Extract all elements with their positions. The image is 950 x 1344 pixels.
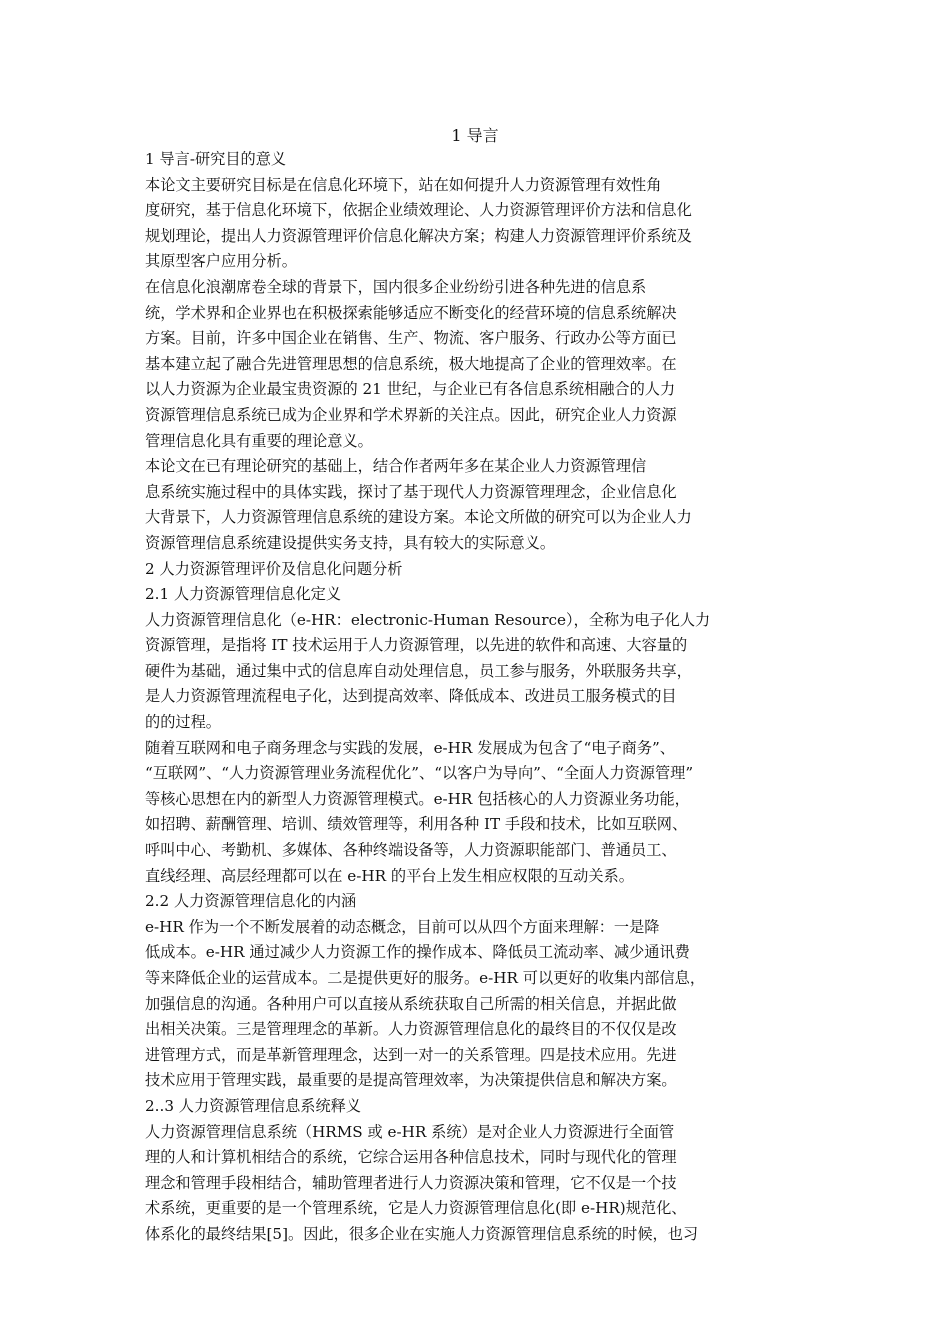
text-line: 硬件为基础，通过集中式的信息库自动处理信息，员工参与服务，外联服务共享，: [145, 661, 692, 680]
text-line: 息系统实施过程中的具体实践，探讨了基于现代人力资源管理理念，企业信息化: [145, 482, 677, 501]
text-line: 本论文在已有理论研究的基础上，结合作者两年多在某企业人力资源管理信: [145, 457, 647, 476]
text-line: 2.1 人力资源管理信息化定义: [145, 585, 342, 604]
text-line: 基本建立起了融合先进管理思想的信息系统，极大地提高了企业的管理效率。在: [145, 354, 677, 373]
text-line: 2.2 人力资源管理信息化的内涵: [145, 892, 357, 911]
text-line: 以人力资源为企业最宝贵资源的 21 世纪，与企业已有各信息系统相融合的人力: [145, 380, 676, 399]
text-line: 等核心思想在内的新型人力资源管理模式。e-HR 包括核心的人力资源业务功能，: [145, 789, 690, 808]
text-line: 度研究，基于信息化环境下，依据企业绩效理论、人力资源管理评价方法和信息化: [145, 201, 692, 220]
text-line: 人力资源管理信息化（e-HR：electronic-Human Resource），全称为电子化人力: [145, 610, 711, 629]
text-line: 进管理方式，而是革新管理理念，达到一对一的关系管理。四是技术应用。先进: [145, 1045, 677, 1064]
text-line: 加强信息的沟通。各种用户可以直接从系统获取自己所需的相关信息，并据此做: [145, 994, 677, 1013]
text-line: 低成本。e-HR 通过减少人力资源工作的操作成本、降低员工流动率、减少通讯费: [145, 943, 690, 962]
text-line: 大背景下，人力资源管理信息系统的建设方案。本论文所做的研究可以为企业人力: [145, 508, 692, 527]
text-line: 在信息化浪潮席卷全球的背景下，国内很多企业纷纷引进各种先进的信息系: [145, 277, 647, 296]
text-line: 方案。目前，许多中国企业在销售、生产、物流、客户服务、行政办公等方面已: [145, 329, 677, 348]
document-body: [145, 147, 825, 1248]
text-line: 体系化的最终结果[5]。因此，很多企业在实施人力资源管理信息系统的时候，也习: [145, 1224, 699, 1243]
text-line: 资源管理信息系统已成为企业界和学术界新的关注点。因此，研究企业人力资源: [145, 405, 677, 424]
text-line: 的的过程。: [145, 713, 221, 732]
document-title: 1 导言: [451, 126, 499, 145]
text-line: 术系统，更重要的是一个管理系统，它是人力资源管理信息化(即 e-HR)规范化、: [145, 1199, 687, 1218]
text-line: 资源管理信息系统建设提供实务支持，具有较大的实际意义。: [145, 533, 556, 552]
text-line: 理的人和计算机相结合的系统，它综合运用各种信息技术，同时与现代化的管理: [145, 1148, 677, 1167]
text-line: 直线经理、高层经理都可以在 e-HR 的平台上发生相应权限的互动关系。: [145, 866, 634, 885]
text-line: 其原型客户应用分析。: [145, 252, 297, 271]
text-line: 规划理论，提出人力资源管理评价信息化解决方案；构建人力资源管理评价系统及: [145, 226, 692, 245]
text-line: 1 导言-研究目的意义: [145, 150, 287, 168]
text-line: 如招聘、薪酬管理、培训、绩效管理等，利用各种 IT 手段和技术，比如互联网、: [145, 815, 688, 834]
text-line: 2 人力资源管理评价及信息化问题分析: [145, 559, 403, 578]
text-line: 呼叫中心、考勤机、多媒体、各种终端设备等，人力资源职能部门、普通员工、: [145, 841, 677, 860]
text-line: 等来降低企业的运营成本。二是提供更好的服务。e-HR 可以更好的收集内部信息，: [145, 969, 706, 987]
text-line: 技术应用于管理实践，最重要的是提高管理效率，为决策提供信息和解决方案。: [145, 1071, 677, 1090]
text-line: 2..3 人力资源管理信息系统释义: [145, 1096, 362, 1115]
text-line: 资源管理，是指将 IT 技术运用于人力资源管理，以先进的软件和高速、大容量的: [145, 636, 688, 655]
text-line: 管理信息化具有重要的理论意义。: [145, 431, 373, 450]
text-line: e-HR 作为一个不断发展着的动态概念，目前可以从四个方面来理解：一是降: [145, 917, 660, 936]
text-line: 随着互联网和电子商务理念与实践的发展，e-HR 发展成为包含了“电子商务”、: [145, 738, 675, 757]
text-line: 出相关决策。三是管理理念的革新。人力资源管理信息化的最终目的不仅仅是改: [145, 1020, 677, 1039]
text-line: 理念和管理手段相结合，辅助管理者进行人力资源决策和管理，它不仅是一个技: [145, 1173, 677, 1192]
text-line: 本论文主要研究目标是在信息化环境下，站在如何提升人力资源管理有效性角: [145, 175, 662, 194]
text-line: “互联网”、“人力资源管理业务流程优化”、“以客户为导向”、“全面人力资源管理”: [145, 764, 694, 783]
text-line: 统，学术界和企业界也在积极探索能够适应不断变化的经营环境的信息系统解决: [145, 303, 677, 322]
text-line: 人力资源管理信息系统（HRMS 或 e-HR 系统）是对企业人力资源进行全面管: [145, 1122, 675, 1141]
text-line: 是人力资源管理流程电子化，达到提高效率、降低成本、改进员工服务模式的目: [145, 687, 677, 706]
